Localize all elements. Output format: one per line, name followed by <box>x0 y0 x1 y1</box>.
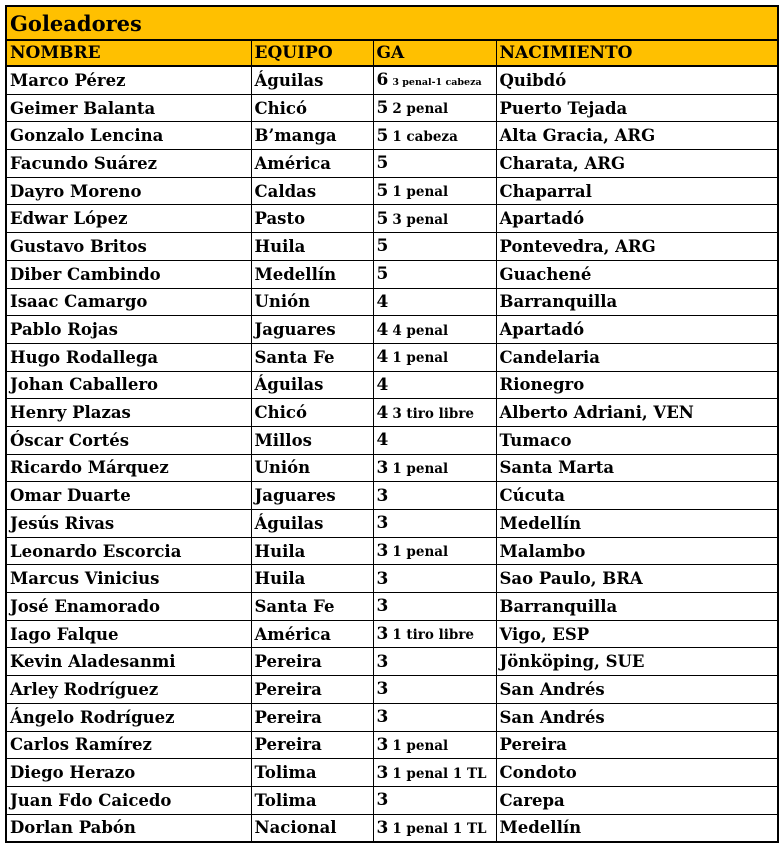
cell-nombre[interactable]: Facundo Suárez <box>6 150 251 178</box>
table-row <box>6 177 778 205</box>
cell-ga[interactable] <box>373 565 496 593</box>
ga-count: 3 <box>376 624 389 645</box>
ga-note: 1 penal <box>392 737 449 754</box>
cell-ga[interactable] <box>373 66 496 94</box>
cell-nacimiento[interactable]: Guachené <box>496 260 778 288</box>
table-row <box>6 343 778 371</box>
ga-note: 1 penal 1 TL <box>392 765 487 782</box>
table-row <box>6 316 778 344</box>
cell-equipo[interactable]: Pereira <box>251 676 373 704</box>
cell-nacimiento[interactable]: Charata, ARG <box>496 150 778 178</box>
ga-note: 1 penal <box>392 184 449 201</box>
cell-nacimiento[interactable]: San Andrés <box>496 676 778 704</box>
ga-count: 3 <box>376 734 389 755</box>
table-row <box>6 510 778 538</box>
scorers-table <box>5 5 779 843</box>
cell-nacimiento[interactable]: Puerto Tejada <box>496 94 778 122</box>
cell-equipo[interactable]: América <box>251 150 373 178</box>
cell-equipo[interactable]: Huila <box>251 233 373 261</box>
cell-nombre[interactable]: Isaac Camargo <box>6 288 251 316</box>
table-row <box>6 537 778 565</box>
cell-nacimiento[interactable]: Santa Marta <box>496 454 778 482</box>
cell-equipo[interactable]: Nacional <box>251 814 373 842</box>
header-ga[interactable]: GA <box>373 40 496 66</box>
cell-ga[interactable] <box>373 620 496 648</box>
cell-nacimiento[interactable]: Candelaria <box>496 343 778 371</box>
cell-nacimiento[interactable]: San Andrés <box>496 703 778 731</box>
ga-count: 3 <box>376 651 389 672</box>
cell-equipo[interactable]: Santa Fe <box>251 343 373 371</box>
ga-note: 1 penal 1 TL <box>392 820 487 837</box>
cell-nacimiento[interactable]: Jönköping, SUE <box>496 648 778 676</box>
cell-equipo[interactable]: Pereira <box>251 648 373 676</box>
ga-count: 3 <box>376 679 389 700</box>
table-row <box>6 593 778 621</box>
table-row <box>6 482 778 510</box>
ga-count: 3 <box>376 513 389 534</box>
table-row <box>6 814 778 842</box>
cell-nombre[interactable]: Jesús Rivas <box>6 510 251 538</box>
cell-ga[interactable] <box>373 426 496 454</box>
cell-nacimiento[interactable]: Pontevedra, ARG <box>496 233 778 261</box>
table-row <box>6 288 778 316</box>
header-equipo[interactable]: EQUIPO <box>251 40 373 66</box>
cell-ga[interactable] <box>373 343 496 371</box>
ga-count: 4 <box>376 374 389 395</box>
cell-nacimiento[interactable]: Apartadó <box>496 205 778 233</box>
ga-count: 3 <box>376 707 389 728</box>
cell-equipo[interactable]: Unión <box>251 454 373 482</box>
cell-nombre[interactable]: Diego Herazo <box>6 759 251 787</box>
cell-nombre[interactable]: Omar Duarte <box>6 482 251 510</box>
cell-nombre[interactable]: Ángelo Rodríguez <box>6 703 251 731</box>
cell-nacimiento[interactable]: Malambo <box>496 537 778 565</box>
table-row <box>6 66 778 94</box>
cell-nacimiento[interactable]: Tumaco <box>496 426 778 454</box>
cell-equipo[interactable]: Huila <box>251 565 373 593</box>
table-row <box>6 233 778 261</box>
cell-ga[interactable] <box>373 731 496 759</box>
cell-nombre[interactable]: Óscar Cortés <box>6 426 251 454</box>
ga-note: 3 penal-1 cabeza <box>392 77 482 89</box>
ga-count: 6 <box>376 70 389 91</box>
cell-nombre[interactable]: Marco Pérez <box>6 66 251 94</box>
table-row <box>6 676 778 704</box>
cell-nombre[interactable]: Arley Rodríguez <box>6 676 251 704</box>
ga-note: 1 tiro libre <box>392 627 475 644</box>
cell-equipo[interactable]: Medellín <box>251 260 373 288</box>
cell-nacimiento[interactable]: Chaparral <box>496 177 778 205</box>
cell-nacimiento[interactable]: Rionegro <box>496 371 778 399</box>
table-row <box>6 620 778 648</box>
table-row <box>6 454 778 482</box>
ga-count: 4 <box>376 291 389 312</box>
table-row <box>6 703 778 731</box>
ga-count: 5 <box>376 153 389 174</box>
cell-nombre[interactable]: Edwar López <box>6 205 251 233</box>
cell-ga[interactable] <box>373 371 496 399</box>
table-row <box>6 122 778 150</box>
cell-nacimiento[interactable]: Carepa <box>496 786 778 814</box>
table-row <box>6 648 778 676</box>
cell-equipo[interactable]: Chicó <box>251 94 373 122</box>
ga-count: 5 <box>376 208 389 229</box>
cell-nacimiento[interactable]: Sao Paulo, BRA <box>496 565 778 593</box>
cell-nacimiento[interactable]: Pereira <box>496 731 778 759</box>
cell-equipo[interactable]: Tolima <box>251 759 373 787</box>
ga-count: 5 <box>376 98 389 119</box>
header-row <box>6 40 778 66</box>
cell-ga[interactable] <box>373 786 496 814</box>
cell-nacimiento[interactable]: Barranquilla <box>496 593 778 621</box>
cell-nacimiento[interactable]: Alta Gracia, ARG <box>496 122 778 150</box>
cell-ga[interactable] <box>373 177 496 205</box>
cell-ga[interactable] <box>373 399 496 427</box>
cell-equipo[interactable]: Águilas <box>251 510 373 538</box>
cell-nacimiento[interactable]: Medellín <box>496 814 778 842</box>
header-nombre[interactable]: NOMBRE <box>6 40 251 66</box>
cell-ga[interactable] <box>373 94 496 122</box>
cell-nacimiento[interactable]: Alberto Adriani, VEN <box>496 399 778 427</box>
cell-ga[interactable] <box>373 703 496 731</box>
cell-equipo[interactable]: B’manga <box>251 122 373 150</box>
title-row <box>6 6 778 40</box>
cell-nombre[interactable]: Hugo Rodallega <box>6 343 251 371</box>
cell-nacimiento[interactable]: Quibdó <box>496 66 778 94</box>
cell-nacimiento[interactable]: Cúcuta <box>496 482 778 510</box>
cell-ga[interactable] <box>373 150 496 178</box>
cell-nombre[interactable]: Ricardo Márquez <box>6 454 251 482</box>
cell-ga[interactable] <box>373 233 496 261</box>
ga-note: 2 penal <box>392 101 449 118</box>
ga-count: 5 <box>376 125 389 146</box>
table-row <box>6 786 778 814</box>
ga-count: 3 <box>376 568 389 589</box>
table-row <box>6 260 778 288</box>
cell-equipo[interactable]: Pereira <box>251 703 373 731</box>
cell-nombre[interactable]: Dayro Moreno <box>6 177 251 205</box>
cell-ga[interactable] <box>373 814 496 842</box>
cell-nacimiento[interactable]: Barranquilla <box>496 288 778 316</box>
table-row <box>6 426 778 454</box>
cell-equipo[interactable]: Águilas <box>251 371 373 399</box>
table-body <box>6 6 778 842</box>
ga-note: 1 penal <box>392 350 449 367</box>
cell-equipo[interactable]: Millos <box>251 426 373 454</box>
cell-nombre[interactable]: José Enamorado <box>6 593 251 621</box>
cell-nombre[interactable]: Juan Fdo Caicedo <box>6 786 251 814</box>
ga-count: 3 <box>376 790 389 811</box>
ga-note: 1 cabeza <box>392 128 458 145</box>
table-row <box>6 94 778 122</box>
table-row <box>6 731 778 759</box>
cell-equipo[interactable]: Unión <box>251 288 373 316</box>
cell-nombre[interactable]: Diber Cambindo <box>6 260 251 288</box>
ga-note: 1 penal <box>392 544 449 561</box>
ga-count: 4 <box>376 402 389 423</box>
cell-ga[interactable] <box>373 454 496 482</box>
cell-ga[interactable] <box>373 205 496 233</box>
cell-ga[interactable] <box>373 122 496 150</box>
cell-nacimiento[interactable]: Medellín <box>496 510 778 538</box>
cell-nombre[interactable]: Dorlan Pabón <box>6 814 251 842</box>
cell-ga[interactable] <box>373 648 496 676</box>
table-row <box>6 371 778 399</box>
cell-nombre[interactable]: Henry Plazas <box>6 399 251 427</box>
ga-note: 1 penal <box>392 460 449 477</box>
ga-note: 3 penal <box>392 211 449 228</box>
ga-count: 3 <box>376 596 389 617</box>
cell-ga[interactable] <box>373 537 496 565</box>
cell-ga[interactable] <box>373 759 496 787</box>
cell-nombre[interactable]: Marcus Vinicius <box>6 565 251 593</box>
ga-count: 4 <box>376 319 389 340</box>
table-row <box>6 150 778 178</box>
cell-nombre[interactable]: Carlos Ramírez <box>6 731 251 759</box>
cell-nombre[interactable]: Leonardo Escorcia <box>6 537 251 565</box>
cell-nombre[interactable]: Geimer Balanta <box>6 94 251 122</box>
ga-count: 3 <box>376 762 389 783</box>
cell-nombre[interactable]: Kevin Aladesanmi <box>6 648 251 676</box>
table-title[interactable]: Goleadores <box>6 6 778 40</box>
ga-note: 4 penal <box>392 322 449 339</box>
ga-count: 5 <box>376 236 389 257</box>
cell-ga[interactable] <box>373 510 496 538</box>
ga-count: 4 <box>376 430 389 451</box>
ga-count: 5 <box>376 264 389 285</box>
ga-note: 3 tiro libre <box>392 405 475 422</box>
cell-equipo[interactable]: Jaguares <box>251 316 373 344</box>
cell-nacimiento[interactable]: Condoto <box>496 759 778 787</box>
table-row <box>6 565 778 593</box>
cell-nacimiento[interactable]: Apartadó <box>496 316 778 344</box>
cell-ga[interactable] <box>373 316 496 344</box>
cell-ga[interactable] <box>373 288 496 316</box>
cell-equipo[interactable]: Tolima <box>251 786 373 814</box>
cell-nombre[interactable]: Iago Falque <box>6 620 251 648</box>
cell-equipo[interactable]: Santa Fe <box>251 593 373 621</box>
ga-count: 3 <box>376 457 389 478</box>
cell-equipo[interactable]: América <box>251 620 373 648</box>
header-nacimiento[interactable]: NACIMIENTO <box>496 40 778 66</box>
cell-equipo[interactable]: Pasto <box>251 205 373 233</box>
cell-ga[interactable] <box>373 676 496 704</box>
cell-equipo[interactable]: Águilas <box>251 66 373 94</box>
table-row <box>6 205 778 233</box>
ga-count: 3 <box>376 817 389 838</box>
cell-nombre[interactable]: Gonzalo Lencina <box>6 122 251 150</box>
cell-nacimiento[interactable]: Vigo, ESP <box>496 620 778 648</box>
cell-nombre[interactable]: Johan Caballero <box>6 371 251 399</box>
cell-equipo[interactable]: Jaguares <box>251 482 373 510</box>
ga-count: 5 <box>376 181 389 202</box>
cell-equipo[interactable]: Pereira <box>251 731 373 759</box>
cell-nombre[interactable]: Gustavo Britos <box>6 233 251 261</box>
cell-equipo[interactable]: Chicó <box>251 399 373 427</box>
ga-count: 3 <box>376 541 389 562</box>
cell-equipo[interactable]: Huila <box>251 537 373 565</box>
cell-ga[interactable] <box>373 260 496 288</box>
table-row <box>6 759 778 787</box>
ga-count: 3 <box>376 485 389 506</box>
cell-equipo[interactable]: Caldas <box>251 177 373 205</box>
ga-count: 4 <box>376 347 389 368</box>
cell-nombre[interactable]: Pablo Rojas <box>6 316 251 344</box>
cell-ga[interactable] <box>373 482 496 510</box>
cell-ga[interactable] <box>373 593 496 621</box>
table-row <box>6 399 778 427</box>
